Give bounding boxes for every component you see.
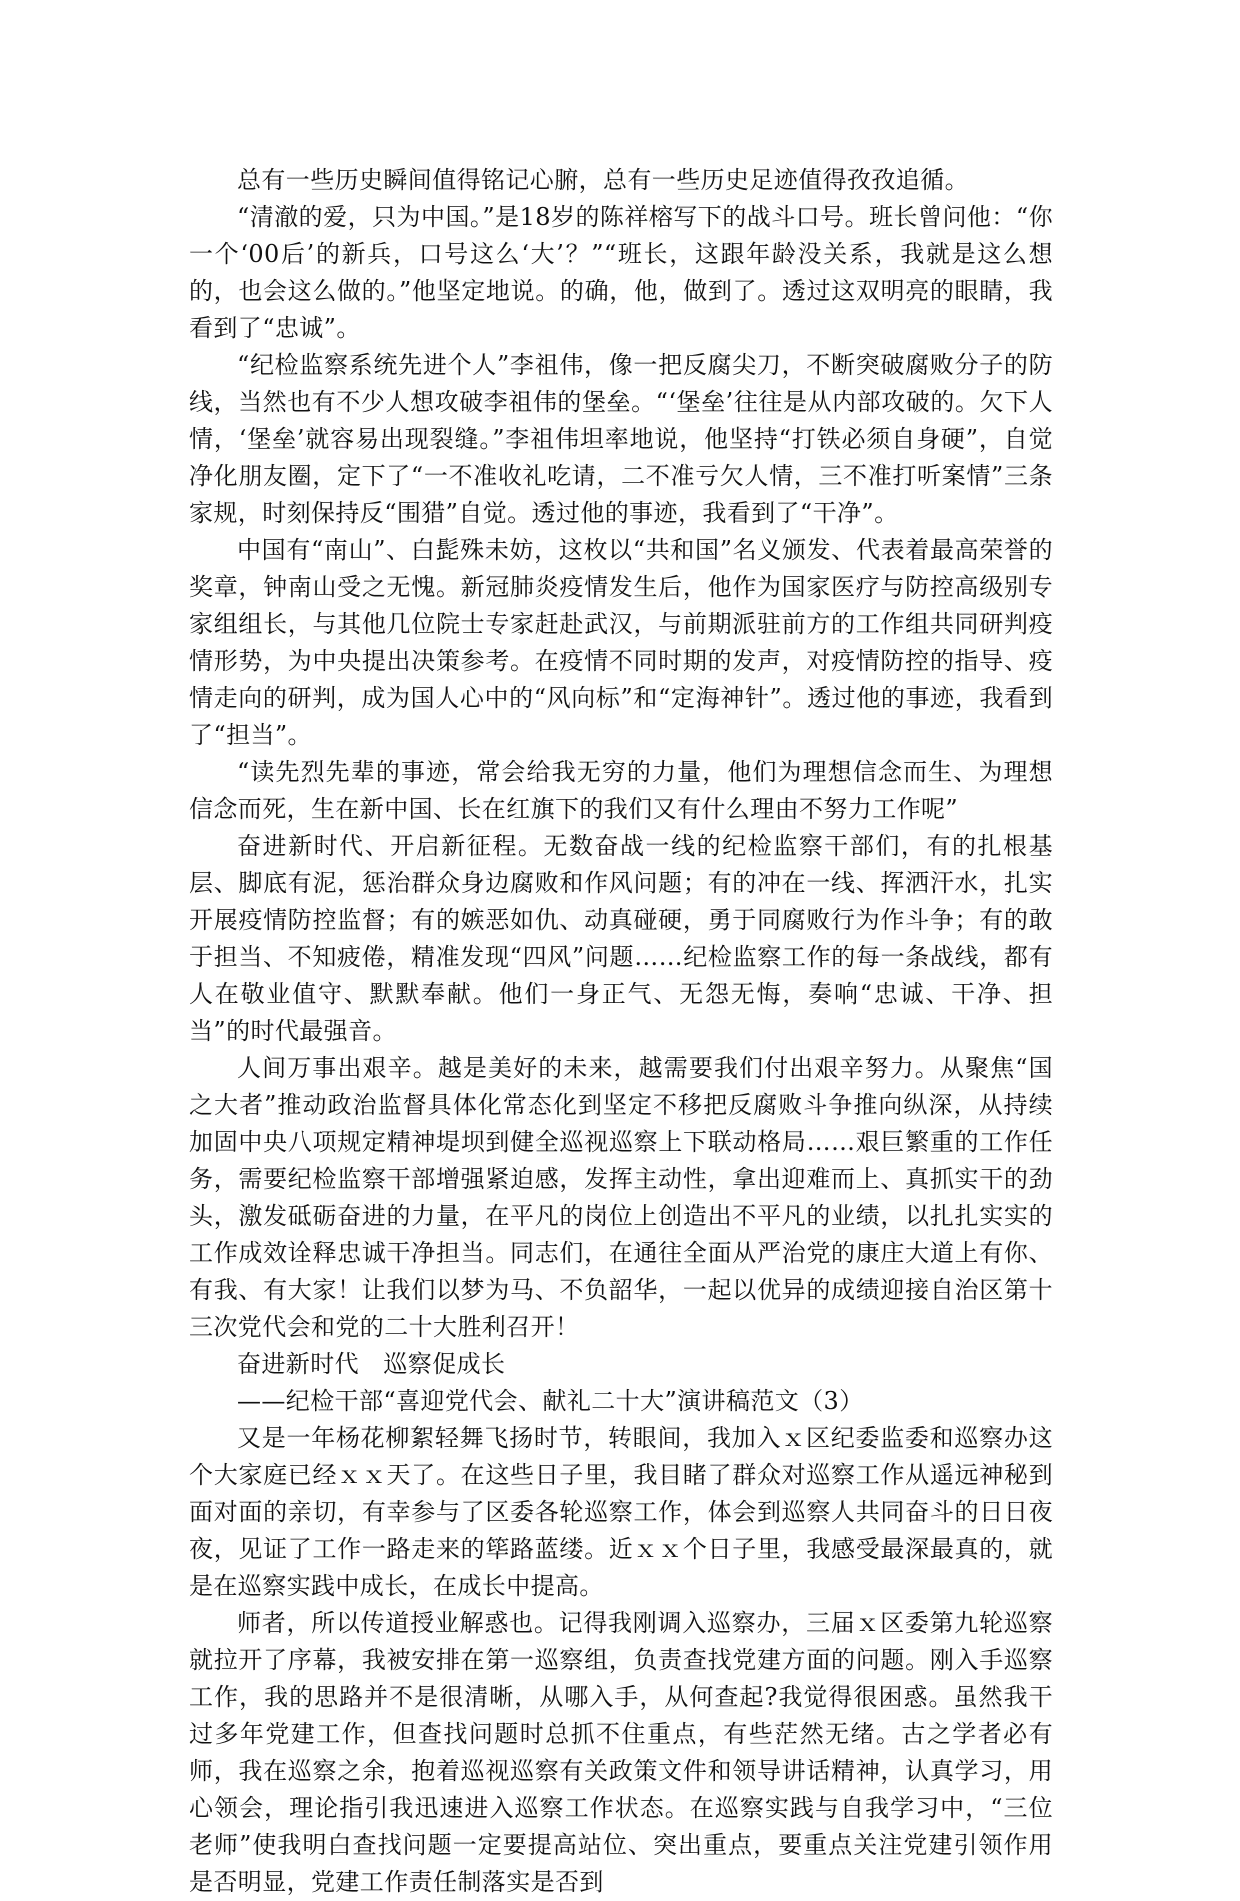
paragraph-2: “清澈的爱，只为中国。”是18岁的陈祥榕写下的战斗口号。班长曾问他：“你一个‘00后’的新兵，口号这么‘大’？”“班长，这跟年龄没关系，我就是这么想的，也会这么做的。”他坚定地说。的确，他，做到了。透过这双明亮的眼睛，我看到了“忠诚”。: [189, 203, 1053, 342]
paragraph-4: 中国有“南山”、白髭殊未妨，这枚以“共和国”名义颁发、代表着最高荣誉的奖章，钟南山受之无愧。新冠肺炎疫情发生后，他作为国家医疗与防控高级别专家组组长，与其他几位院士专家赶赴武汉，与前期派驻前方的工作组共同研判疫情形势，为中央提出决策参考。在疫情不同时期的发声，对疫情防控的指导、疫情走向的研判，成为国人心中的“风向标”和“定海神针”。透过他的事迹，我看到了“担当”。: [189, 536, 1053, 749]
paragraph-1: 总有一些历史瞬间值得铭记心腑，总有一些历史足迹值得孜孜追循。: [237, 166, 969, 194]
paragraph-6: 奋进新时代、开启新征程。无数奋战一线的纪检监察干部们，有的扎根基层、脚底有泥，惩治群众身边腐败和作风问题；有的冲在一线、挥洒汗水，扎实开展疫情防控监督；有的嫉恶如仇、动真碰硬，勇于同腐败行为作斗争；有的敢于担当、不知疲倦，精准发现“四风”问题……纪检监察工作的每一条战线，都有人在敬业值守、默默奉献。他们一身正气、无怨无悔，奏响“忠诚、干净、担当”的时代最强音。: [189, 832, 1053, 1045]
document-body: [189, 162, 1053, 1901]
section-title: 奋进新时代 巡察促成长: [237, 1350, 506, 1378]
section-subtitle: ——纪检干部“喜迎党代会、献礼二十大”演讲稿范文（3）: [237, 1387, 864, 1415]
paragraph-8: 又是一年杨花柳絮轻舞飞扬时节，转眼间，我加入ｘ区纪委监委和巡察办这个大家庭已经ｘｘ天了。在这些日子里，我目睹了群众对巡察工作从遥远神秘到面对面的亲切，有幸参与了区委各轮巡察工作，体会到巡察人共同奋斗的日日夜夜，见证了工作一路走来的筚路蓝缕。近ｘｘ个日子里，我感受最深最真的，就是在巡察实践中成长，在成长中提高。: [189, 1424, 1053, 1600]
paragraph-3: “纪检监察系统先进个人”李祖伟，像一把反腐尖刀，不断突破腐败分子的防线，当然也有不少人想攻破李祖伟的堡垒。“‘堡垒’往往是从内部攻破的。欠下人情，‘堡垒’就容易出现裂缝。”李祖伟坦率地说，他坚持“打铁必须自身硬”，自觉净化朋友圈，定下了“一不准收礼吃请，二不准亏欠人情，三不准打听案情”三条家规，时刻保持反“围猎”自觉。透过他的事迹，我看到了“干净”。: [189, 351, 1053, 527]
paragraph-9: 师者，所以传道授业解惑也。记得我刚调入巡察办，三届ｘ区委第九轮巡察就拉开了序幕，我被安排在第一巡察组，负责查找党建方面的问题。刚入手巡察工作，我的思路并不是很清晰，从哪入手，从何查起?我觉得很困惑。虽然我干过多年党建工作，但查找问题时总抓不住重点，有些茫然无绪。古之学者必有师，我在巡察之余，抱着巡视巡察有关政策文件和领导讲话精神，认真学习，用心领会，理论指引我迅速进入巡察工作状态。在巡察实践与自我学习中，“三位老师”使我明白查找问题一定要提高站位、突出重点，要重点关注党建引领作用是否明显，党建工作责任制落实是否到: [189, 1609, 1053, 1896]
paragraph-7: 人间万事出艰辛。越是美好的未来，越需要我们付出艰辛努力。从聚焦“国之大者”推动政治监督具体化常态化到坚定不移把反腐败斗争推向纵深，从持续加固中央八项规定精神堤坝到健全巡视巡察上下联动格局……艰巨繁重的工作任务，需要纪检监察干部增强紧迫感，发挥主动性，拿出迎难而上、真抓实干的劲头，激发砥砺奋进的力量，在平凡的岗位上创造出不平凡的业绩，以扎扎实实的工作成效诠释忠诚干净担当。同志们，在通往全面从严治党的康庄大道上有你、有我、有大家！让我们以梦为马、不负韶华，一起以优异的成绩迎接自治区第十三次党代会和党的二十大胜利召开！: [189, 1054, 1053, 1341]
paragraph-5: “读先烈先辈的事迹，常会给我无穷的力量，他们为理想信念而生、为理想信念而死，生在新中国、长在红旗下的我们又有什么理由不努力工作呢”: [189, 758, 1053, 823]
